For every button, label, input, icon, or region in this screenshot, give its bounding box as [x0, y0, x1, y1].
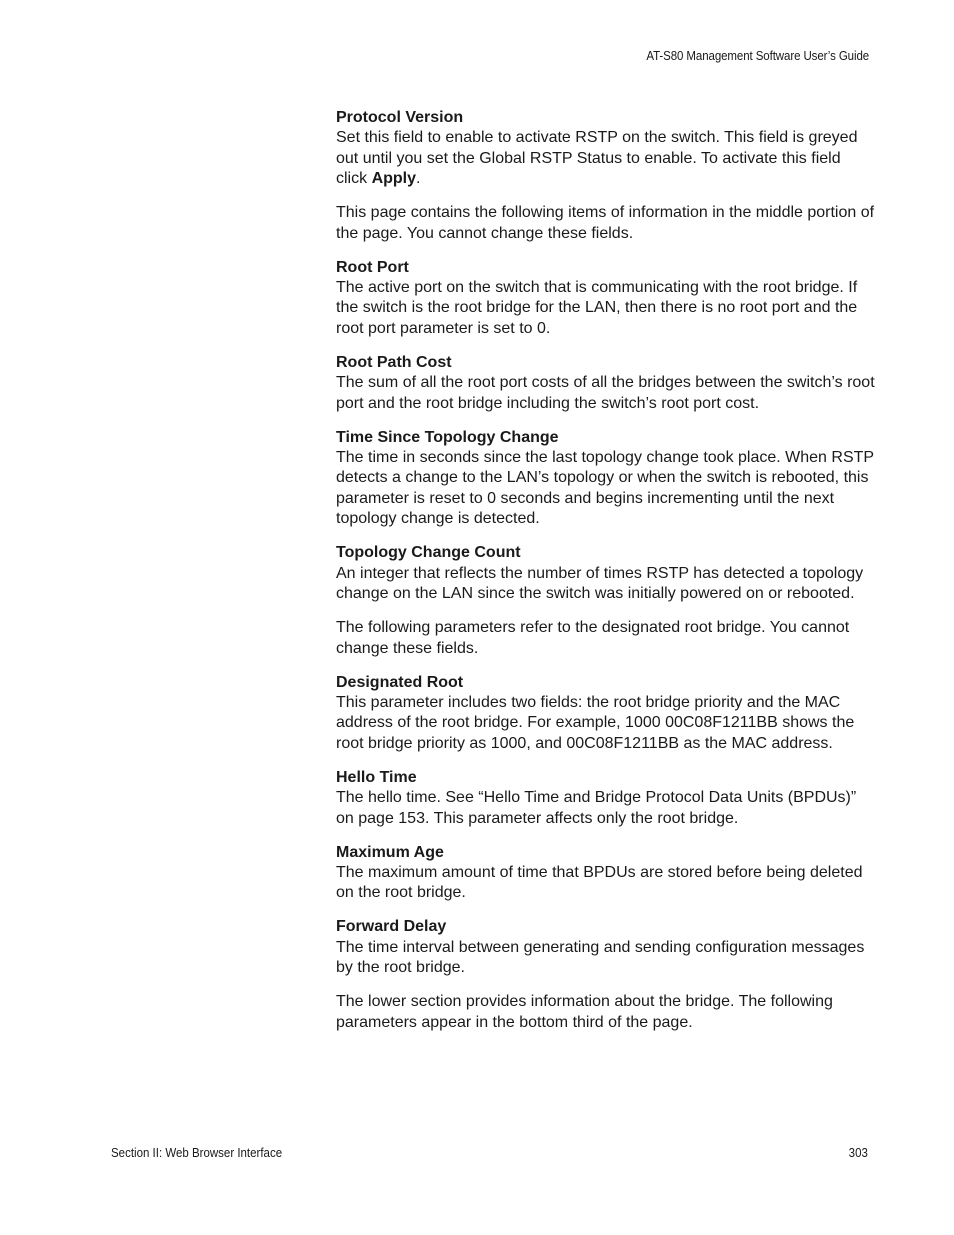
entry-hello-time	[336, 768, 876, 829]
entry-title-protocol-version: Protocol Version	[336, 109, 464, 126]
footer-page-number: 303	[848, 1146, 868, 1160]
entry-root-path-cost	[336, 353, 876, 414]
entry-body-designated-root: This parameter includes two fields: the root bridge priority and the MAC address of the root bridge. For example, 1000 00C08F1211BB shows the root bridge priority as 1000, and 00C08F1211BB as the MAC address.	[336, 693, 855, 752]
intro-designated-paragraph: The following parameters refer to the designated root bridge. You cannot change these fields.	[336, 619, 850, 657]
entry-time-since-topology-change	[336, 428, 876, 530]
entry-title-root-path-cost: Root Path Cost	[336, 353, 452, 371]
entry-body-root-port: The active port on the switch that is communicating with the root bridge. If the switch is the root bridge for the LAN, then there is no root port and the root port parameter is set to 0.	[336, 279, 858, 337]
entry-body-root-path-cost: The sum of all the root port costs of all the bridges between the switch’s root port and the root bridge including the switch’s root port cost.	[336, 374, 875, 412]
entry-body-topology-change-count: An integer that reflects the number of times RSTP has detected a topology change on the LAN since the switch was initially powered on or rebooted.	[336, 564, 864, 603]
entry-protocol-version	[336, 108, 876, 190]
running-header: AT-S80 Management Software User’s Guide	[646, 49, 869, 63]
entry-root-port	[336, 258, 876, 340]
entry-title-designated-root: Designated Root	[336, 673, 464, 691]
intro-lower-paragraph: The lower section provides information about the bridge. The following parameters appear in the bottom third of the page.	[336, 993, 833, 1031]
entry-title-topology-change-count: Topology Change Count	[336, 544, 521, 562]
entry-title-time-since-topology-change: Time Since Topology Change	[336, 428, 559, 446]
entry-body-forward-delay: The time interval between generating and sending configuration messages by the root bridge.	[336, 938, 865, 977]
page-content	[336, 108, 876, 1047]
protocol-version-text: Set this field to enable to activate RSTP on the switch. This field is greyed out until you set the Global RSTP Status to enable. To activate this field click	[336, 129, 858, 188]
protocol-version-text-end: .	[416, 170, 421, 188]
entry-body-maximum-age: The maximum amount of time that BPDUs are stored before being deleted on the root bridge.	[336, 863, 863, 902]
footer-section-title: Section II: Web Browser Interface	[111, 1146, 283, 1160]
entry-title-maximum-age: Maximum Age	[336, 843, 444, 861]
entry-designated-root	[336, 673, 876, 755]
entry-body-hello-time: The hello time. See “Hello Time and Bridge Protocol Data Units (BPDUs)” on page 153. This parameter affects only the root bridge.	[336, 789, 857, 827]
entry-title-root-port: Root Port	[336, 258, 409, 276]
entry-maximum-age	[336, 843, 876, 904]
entry-body-protocol-version	[336, 128, 876, 189]
entry-body-time-since-topology-change: The time in seconds since the last topology change took place. When RSTP detects a change to the LAN’s topology or when the switch is rebooted, this parameter is reset to 0 seconds and begins incrementing until the next topology change is detected.	[336, 449, 874, 528]
entry-title-forward-delay: Forward Delay	[336, 918, 447, 936]
entry-topology-change-count	[336, 543, 876, 604]
entry-title-hello-time: Hello Time	[336, 768, 417, 786]
apply-keyword: Apply	[371, 170, 417, 188]
intro-middle-paragraph: This page contains the following items of information in the middle portion of the page. You cannot change these fields.	[336, 204, 875, 242]
entry-forward-delay	[336, 917, 876, 978]
